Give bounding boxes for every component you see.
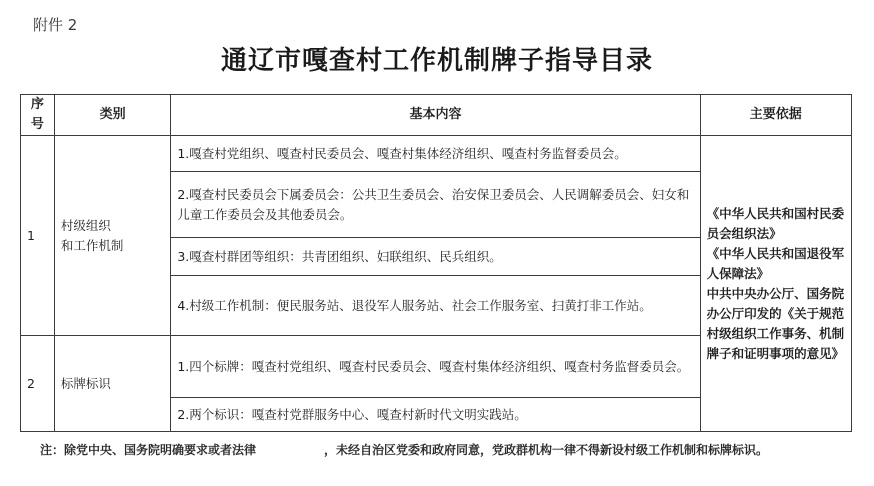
footnote-part2: ，未经自治区党委和政府同意，党政群机构一律不得新设村级工作机制和标牌标识。 xyxy=(324,443,769,457)
attachment-label: 附件 2 xyxy=(33,16,78,34)
header-category: 类别 xyxy=(54,95,170,136)
table-header-row xyxy=(21,95,852,136)
footnote-part1: 注：除党中央、国务院明确要求或者法律 xyxy=(40,443,257,457)
row-number: 1 xyxy=(21,136,55,336)
category-line: 和工作机制 xyxy=(60,237,124,253)
category-cell: 标牌标识 xyxy=(54,336,170,432)
content-cell: 1.四个标牌：嘎查村党组织、嘎查村民委员会、嘎查村集体经济组织、嘎查村务监督委员会。 xyxy=(171,336,700,398)
header-content: 基本内容 xyxy=(171,95,700,136)
basis-line: 中共中央办公厅、国务院办公厅印发的《关于规范村级组织工作事务、机制牌子和证明事项的意见》 xyxy=(706,285,845,361)
row-number: 2 xyxy=(21,336,55,432)
basis-cell xyxy=(700,136,851,432)
table-row xyxy=(21,136,852,172)
footnote xyxy=(40,441,768,458)
content-cell: 4.村级工作机制：便民服务站、退役军人服务站、社会工作服务室、扫黄打非工作站。 xyxy=(171,276,700,336)
category-line: 村级组织 xyxy=(60,218,111,234)
basis-line: 《中华人民共和国村民委员会组织法》 xyxy=(706,205,845,241)
page-title: 通辽市嘎查村工作机制牌子指导目录 xyxy=(220,46,653,76)
content-cell: 1.嘎查村党组织、嘎查村民委员会、嘎查村集体经济组织、嘎查村务监督委员会。 xyxy=(171,136,700,172)
content-cell: 3.嘎查村群团等组织：共青团组织、妇联组织、民兵组织。 xyxy=(171,238,700,276)
category-cell xyxy=(54,136,170,336)
content-cell: 2.两个标识：嘎查村党群服务中心、嘎查村新时代文明实践站。 xyxy=(171,398,700,432)
header-basis: 主要依据 xyxy=(700,95,851,136)
basis-line: 《中华人民共和国退役军人保障法》 xyxy=(706,245,845,281)
header-no: 序号 xyxy=(21,95,55,136)
directory-table xyxy=(20,94,852,432)
content-cell: 2.嘎查村民委员会下属委员会：公共卫生委员会、治安保卫委员会、人民调解委员会、妇女和儿童工作委员会及其他委员会。 xyxy=(171,172,700,238)
